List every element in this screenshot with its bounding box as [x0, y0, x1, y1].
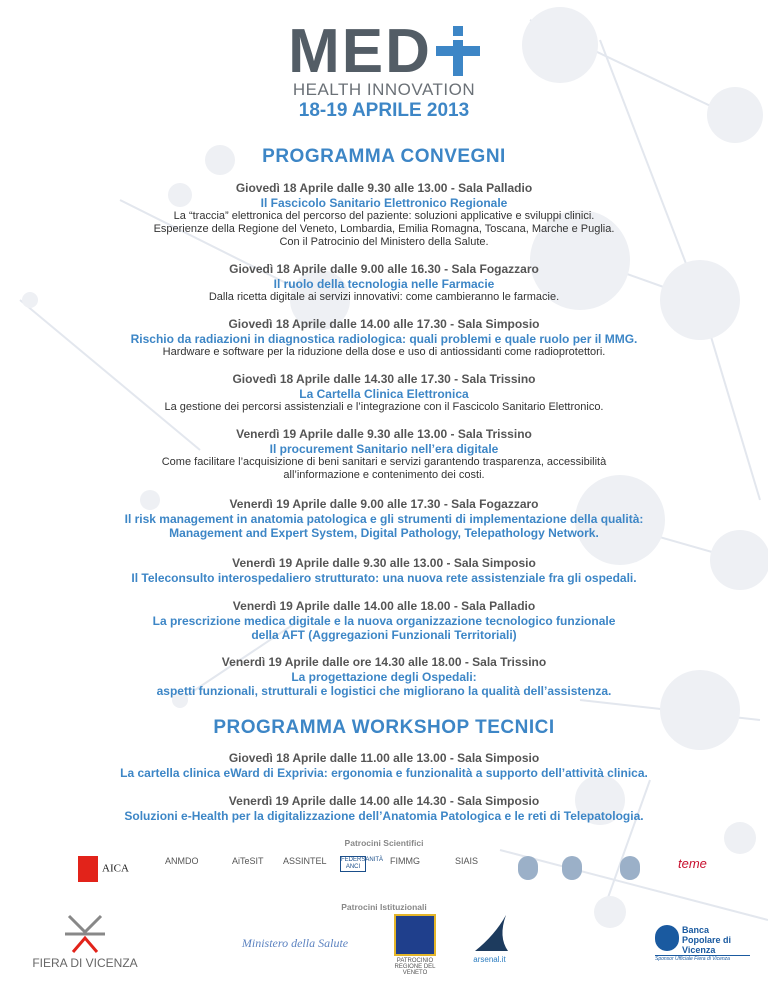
- logo-text: ANMDO: [165, 856, 199, 866]
- scientific-sponsors-heading: Patrocini Scientifici: [344, 838, 424, 848]
- regione-text: PATROCINIO REGIONE DEL VENETO: [394, 958, 436, 976]
- session-description: Come facilitare l’acquisizione di beni sanitari e servizi garantendo trasparenza, accessibilità: [161, 456, 607, 468]
- session: [0, 427, 768, 482]
- scientific-sponsor-logo: [78, 856, 129, 882]
- session-title: Il risk management in anatomia patologica e gli strumenti di implementazione della qualità:: [124, 512, 644, 526]
- session-description: all’informazione e contenimento dei costi.: [283, 469, 485, 481]
- emblem-icon: [562, 856, 582, 880]
- session-description: La “traccia” elettronica del percorso del paziente: soluzioni applicative e sviluppi clinici.: [173, 210, 595, 222]
- scientific-sponsor-logo: [165, 856, 199, 866]
- banca-emblem-icon: [655, 925, 679, 951]
- session: [0, 372, 768, 414]
- session-title: aspetti funzionali, strutturali e logistici che migliorano la qualità dell’assistenza.: [156, 684, 612, 698]
- session-time: Venerdì 19 Aprile dalle 9.30 alle 13.00 - Sala Simposio: [232, 556, 536, 570]
- scientific-sponsor-logo: [620, 856, 640, 882]
- logo-text: teme: [678, 856, 707, 871]
- session-time: Venerdì 19 Aprile dalle 14.00 alle 18.00 - Sala Palladio: [232, 599, 536, 613]
- session-description: La gestione dei percorsi assistenziali e l’integrazione con il Fascicolo Sanitario Elettronico.: [164, 401, 604, 413]
- sail-icon: [470, 915, 510, 953]
- fiera-text: FIERA DI VICENZA: [32, 956, 138, 970]
- aica-mark-icon: [78, 856, 98, 882]
- session-time: Giovedì 18 Aprile dalle 9.00 alle 16.30 - Sala Fogazzaro: [229, 262, 539, 276]
- med-logo: [0, 17, 768, 86]
- logo-text: SIAIS: [455, 856, 479, 866]
- lion-crest-icon: [394, 914, 436, 956]
- subtitle: HEALTH INNOVATION: [292, 80, 476, 99]
- session-description: Con il Patrocinio del Ministero della Salute.: [279, 236, 489, 248]
- medical-plus-icon: [436, 26, 480, 78]
- emblem-icon: [620, 856, 640, 880]
- regione-veneto-logo: [385, 914, 445, 976]
- logo-text: FIMMG: [390, 856, 420, 866]
- session-time: Venerdì 19 Aprile dalle 9.30 alle 13.00 - Sala Trissino: [236, 427, 532, 441]
- banca-text: Banca Popolare di Vicenza: [682, 925, 732, 955]
- session: [0, 655, 768, 698]
- session-title: Il Teleconsulto interospedaliero strutturato: una nuova rete assistenziale fra gli ospedali.: [131, 571, 637, 585]
- logo-text: AICA: [102, 862, 129, 875]
- session-title: La prescrizione medica digitale e la nuova organizzazione tecnologico funzionale: [152, 614, 616, 628]
- session-time: Giovedì 18 Aprile dalle 14.00 alle 17.30 - Sala Simposio: [228, 317, 540, 331]
- session-title: Rischio da radiazioni in diagnostica radiologica: quali problemi e quale ruolo per il MMG.: [130, 332, 638, 346]
- arsenal-text: arsenal.it: [473, 955, 506, 964]
- scientific-sponsor-logo: [232, 856, 264, 866]
- logo-text: MED: [288, 17, 432, 86]
- session: [0, 181, 768, 249]
- session-time: Venerdì 19 Aprile dalle ore 14.30 alle 18.00 - Sala Trissino: [221, 655, 547, 669]
- fiera-di-vicenza-logo: [20, 914, 150, 970]
- session: [0, 497, 768, 540]
- session-title: Il procurement Sanitario nell’era digitale: [269, 442, 499, 456]
- scientific-sponsor-logo: [562, 856, 582, 882]
- scientific-sponsor-logo: [390, 856, 420, 866]
- session-time: Giovedì 18 Aprile dalle 11.00 alle 13.00 - Sala Simposio: [228, 751, 540, 765]
- ministero-logo: Ministero della Salute: [241, 936, 349, 950]
- scientific-sponsor-logo: [455, 856, 478, 866]
- session-title: La progettazione degli Ospedali:: [291, 670, 477, 684]
- logo-text: ASSINTEL: [283, 856, 327, 866]
- session-title: della AFT (Aggregazioni Funzionali Territoriali): [251, 628, 517, 642]
- scientific-sponsor-logo: [518, 856, 538, 882]
- session-title: Il Fascicolo Sanitario Elettronico Regionale: [260, 196, 508, 210]
- session-time: Venerdì 19 Aprile dalle 14.00 alle 14.30 - Sala Simposio: [228, 794, 540, 808]
- banca-sub-text: Sponsor Ufficiale Fiera di Vicenza: [655, 955, 750, 962]
- logo-text: AiTeSIT: [232, 856, 264, 866]
- scientific-sponsor-logo: [283, 856, 327, 866]
- session: [0, 556, 768, 585]
- fiera-mark-icon: [63, 914, 107, 954]
- session: [0, 599, 768, 642]
- institutional-sponsors-heading: Patrocini Istituzionali: [341, 902, 427, 912]
- session-title: Management and Expert System, Digital Pathology, Telepathology Network.: [169, 526, 599, 540]
- convegni-heading: PROGRAMMA CONVEGNI: [262, 146, 506, 167]
- scientific-sponsor-logo: [678, 856, 707, 871]
- event-date: 18-19 APRILE 2013: [298, 100, 470, 121]
- session-description: Hardware e software per la riduzione della dose e uso di antiossidanti come radioprotettori.: [162, 346, 606, 358]
- scientific-sponsor-logo: [340, 856, 384, 872]
- session-time: Giovedì 18 Aprile dalle 14.30 alle 17.30 - Sala Trissino: [232, 372, 536, 386]
- session-description: Dalla ricetta digitale ai servizi innovativi: come cambieranno le farmacie.: [208, 291, 560, 303]
- emblem-icon: [518, 856, 538, 880]
- session: [0, 262, 768, 304]
- session-time: Giovedì 18 Aprile dalle 9.30 alle 13.00 - Sala Palladio: [235, 181, 533, 195]
- session-title: La cartella clinica eWard di Exprivia: ergonomia e funzionalità a supporto dell’attività clinica.: [120, 766, 648, 780]
- session-title: La Cartella Clinica Elettronica: [299, 387, 469, 401]
- arsenal-logo: [462, 915, 517, 964]
- session: [0, 751, 768, 780]
- session: [0, 317, 768, 359]
- session: [0, 794, 768, 823]
- workshop-heading: PROGRAMMA WORKSHOP TECNICI: [213, 717, 555, 738]
- session-description: Esperienze della Regione del Veneto, Lombardia, Emilia Romagna, Toscana, Marche e Puglia.: [153, 223, 615, 235]
- session-title: Il ruolo della tecnologia nelle Farmacie: [273, 277, 495, 291]
- session-time: Venerdì 19 Aprile dalle 9.00 alle 17.30 - Sala Fogazzaro: [229, 497, 539, 511]
- logo-text: FEDERSANITÀ ANCI: [341, 857, 384, 870]
- session-title: Soluzioni e-Health per la digitalizzazione dell’Anatomia Patologica e le reti di Telepatologia.: [124, 809, 644, 823]
- banca-popolare-logo: [655, 925, 750, 962]
